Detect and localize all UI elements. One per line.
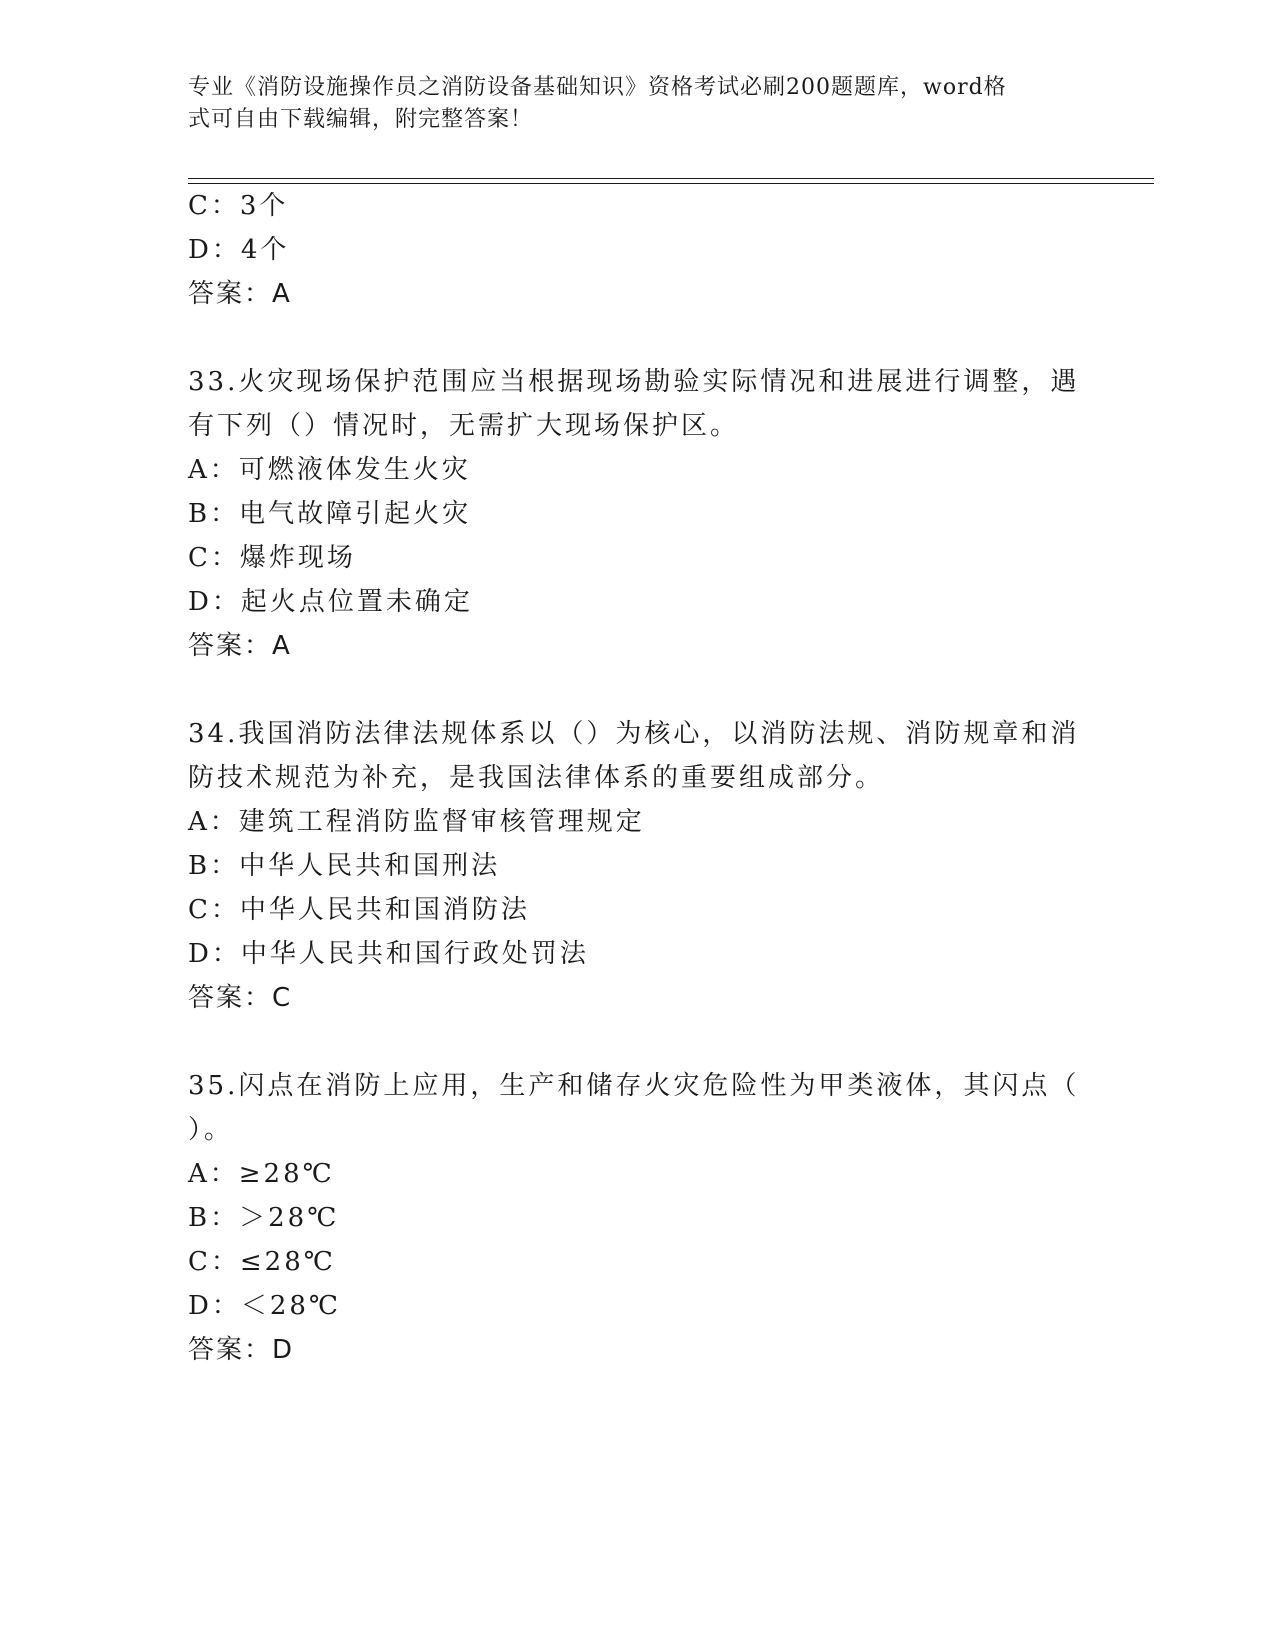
document-header [188,72,1068,136]
q35-answer: 答案：D [188,1335,295,1365]
q35-option-b: B：＞28℃ [188,1203,340,1233]
q34-stem-line-2: 防技术规范为补充，是我国法律体系的重要组成部分。 [188,763,885,793]
q35-option-c: C：≤28℃ [188,1247,336,1277]
q33-answer: 答案：A [188,631,292,661]
q35-stem-line-2: ）。 [188,1115,234,1145]
q34-option-a: A：建筑工程消防监督审核管理规定 [188,807,645,837]
header-divider-bottom [188,183,1154,184]
q35-option-d: D：＜28℃ [188,1291,342,1321]
q34-stem-line-1: 34.我国消防法律法规体系以（）为核心，以消防法规、消防规章和消 [188,719,1080,749]
prev-option-c: C：3个 [188,191,289,221]
q33-option-d: D：起火点位置未确定 [188,587,473,617]
q35-stem-line-1: 35.闪点在消防上应用，生产和储存火灾危险性为甲类液体，其闪点（ [188,1071,1080,1101]
q34-option-d: D：中华人民共和国行政处罚法 [188,939,589,969]
q34-answer: 答案：C [188,983,293,1013]
prev-answer: 答案：A [188,279,292,309]
q33-option-a: A：可燃液体发生火灾 [188,455,471,485]
q33-stem-line-1: 33.火灾现场保护范围应当根据现场勘验实际情况和进展进行调整，遇 [188,367,1080,397]
header-line-1: 专业《消防设施操作员之消防设备基础知识》资格考试必刷200题题库，word格 [188,75,1007,100]
q35-option-a: A：≥28℃ [188,1159,335,1189]
q33-option-b: B：电气故障引起火灾 [188,499,472,529]
q33-stem-line-2: 有下列（）情况时，无需扩大现场保护区。 [188,411,740,441]
q34-option-c: C：中华人民共和国消防法 [188,895,530,925]
q33-option-c: C：爆炸现场 [188,543,356,573]
prev-option-d: D：4个 [188,235,290,265]
header-divider-top [188,178,1154,179]
header-line-2: 式可自由下载编辑，附完整答案！ [188,107,534,132]
q34-option-b: B：中华人民共和国刑法 [188,851,501,881]
